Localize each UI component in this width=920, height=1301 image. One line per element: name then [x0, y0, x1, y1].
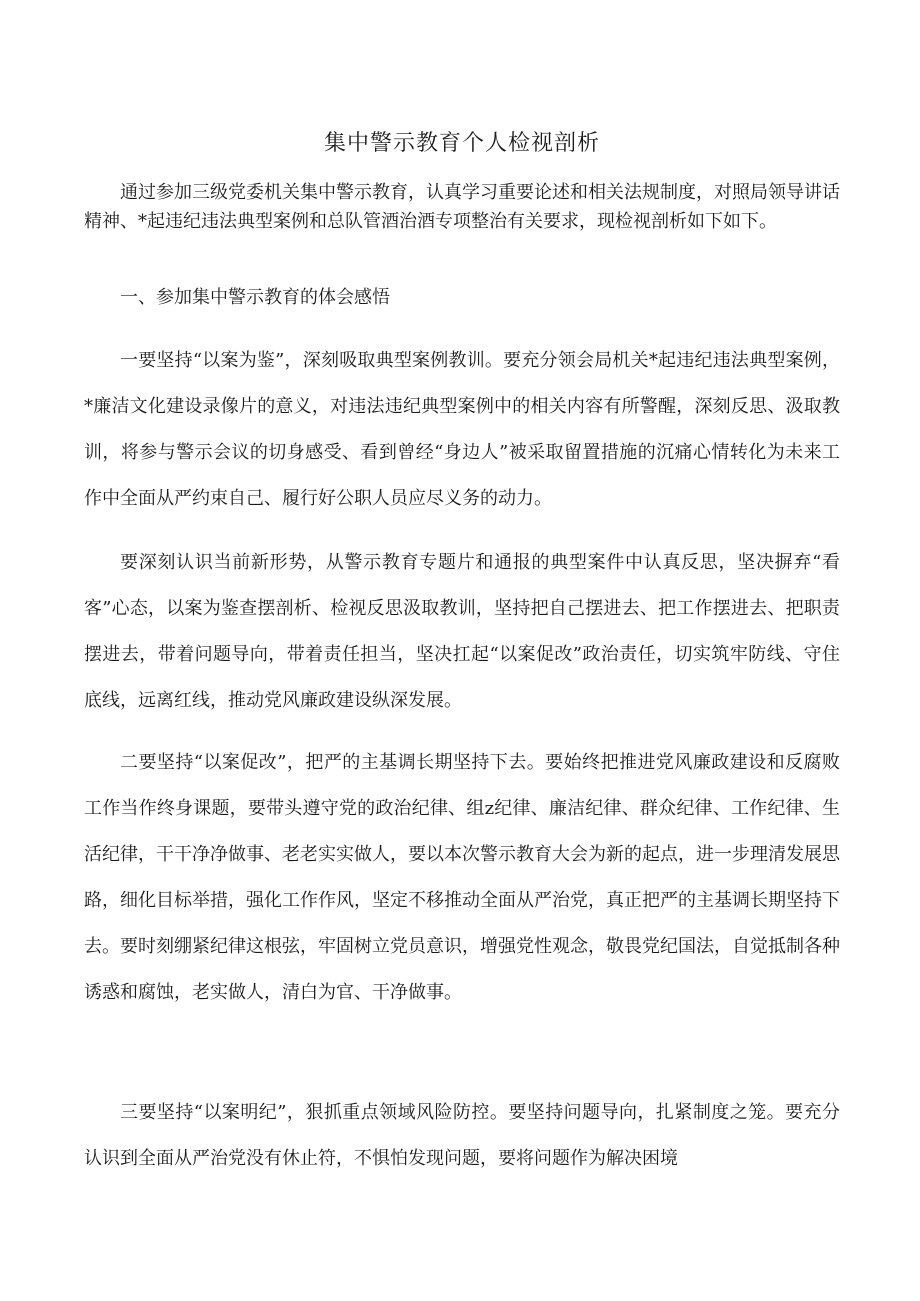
body-paragraph-3: 二要坚持“以案促改”，把严的主基调长期坚持下去。要始终把推进党风廉政建设和反腐败工作当作终身课题，要带头遵守党的政治纪律、组z纪律、廉洁纪律、群众纪律、工作纪律、生活纪律，干干净净做事、老老实实做人，要以本次警示教育大会为新的起点，进一步理清发展思路，细化目标举措，强化工作作风，坚定不移推动全面从严治党，真正把严的主基调长期坚持下去。要时刻绷紧纪律这根弦，牢固树立党员意识，增强党性观念，敬畏党纪国法，自觉抵制各种诱惑和腐蚀，老实做人，清白为官、干净做事。	[84, 752, 840, 1003]
intro-paragraph: 通过参加三级党委机关集中警示教育，认真学习重要论述和相关法规制度，对照局领导讲话精神、*起违纪违法典型案例和总队管酒治酒专项整治有关要求，现检视剖析如下如下。	[84, 182, 840, 232]
body-paragraph-2: 要深刻认识当前新形势，从警示教育专题片和通报的典型案件中认真反思，坚决摒弃“看客”心态，以案为鉴查摆剖析、检视反思汲取教训，坚持把自己摆进去、把工作摆进去、把职责摆进去，带着问题导向，带着责任担当，坚决扛起“以案促改”政治责任，切实筑牢防线、守住底线，远离红线，推动党风廉政建设纵深发展。	[84, 552, 840, 711]
body-paragraph-4: 三要坚持“以案明纪”，狠抓重点领域风险防控。要坚持问题导向，扎紧制度之笼。要充分认识到全面从严治党没有休止符，不惧怕发现问题，要将问题作为解决困境	[84, 1102, 840, 1169]
document-title: 集中警示教育个人检视剖析	[323, 131, 600, 156]
body-paragraph-1: 一要坚持“以案为鉴”，深刻吸取典型案例教训。要充分领会局机关*起违纪违法典型案例，*廉洁文化建设录像片的意义，对违法违纪典型案例中的相关内容有所警醒，深刻反思、汲取教训，将参与警示会议的切身感受、看到曾经“身边人”被采取留置措施的沉痛心情转化为未来工作中全面从严约束自己、履行好公职人员应尽义务的动力。	[84, 350, 840, 509]
section-heading: 一、参加集中警示教育的体会感悟	[120, 287, 390, 308]
